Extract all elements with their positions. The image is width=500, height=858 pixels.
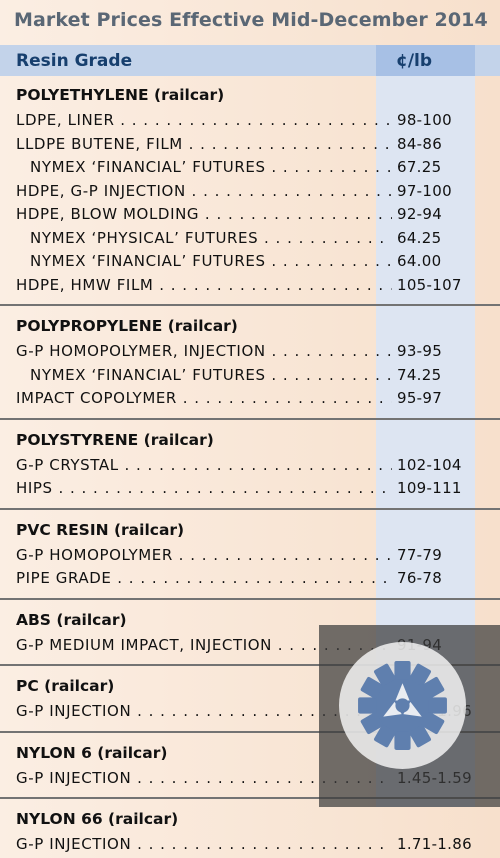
- section-title: NYLON 6 (railcar): [16, 743, 168, 762]
- resin-grade-name: G-P MEDIUM IMPACT, INJECTION . . .: [16, 636, 392, 654]
- resin-grade-name: NYMEX ‘PHYSICAL’ FUTURES . . .: [30, 229, 392, 247]
- price-value: 74.25: [397, 365, 442, 384]
- price-value: 93-95: [397, 342, 443, 360]
- price-value: 67.25: [397, 158, 442, 176]
- price-value: 84-86: [397, 134, 443, 153]
- price-value: 95-97: [397, 389, 443, 407]
- section-divider: [0, 304, 500, 306]
- section-title: NYLON 66 (railcar): [16, 810, 179, 828]
- resin-grade-name: LLDPE BUTENE, FILM . . .: [16, 135, 392, 153]
- price-value: 77-79: [397, 545, 443, 564]
- table-header: [0, 45, 500, 76]
- table-row: [0, 569, 500, 592]
- table-row: [0, 366, 500, 389]
- resin-grade-name: HDPE, BLOW MOLDING . . .: [16, 205, 392, 223]
- section-title: PVC RESIN (railcar): [16, 520, 185, 539]
- section-divider: [0, 598, 500, 600]
- table-row: [0, 389, 500, 412]
- section-title: POLYSTYRENE (railcar): [16, 430, 214, 449]
- section-title: POLYPROPYLENE (railcar): [16, 317, 238, 335]
- table-row: [0, 135, 500, 158]
- resin-grade-name: NYMEX ‘FINANCIAL’ FUTURES . . .: [30, 366, 392, 384]
- table-row: [0, 158, 500, 181]
- price-value: 98-100: [397, 111, 452, 129]
- price-value: 64.00: [397, 252, 442, 270]
- resin-grade-name: G-P CRYSTAL . . .: [16, 456, 392, 474]
- table-row: [0, 252, 500, 275]
- resin-grade-name: G-P HOMOPOLYMER . . .: [16, 546, 392, 564]
- gear-icon: [352, 655, 453, 756]
- table-row: [0, 276, 500, 299]
- price-value: 76-78: [397, 569, 443, 587]
- settings-overlay[interactable]: [319, 625, 500, 807]
- table-row: [0, 111, 500, 134]
- price-value: 105-107: [397, 275, 462, 294]
- price-value: 1.71-1.86: [397, 835, 472, 853]
- table-row: [0, 835, 500, 858]
- price-value: 97-100: [397, 181, 452, 200]
- table-row: [0, 205, 500, 228]
- table-row: [0, 182, 500, 205]
- resin-grade-name: HDPE, G-P INJECTION . . .: [16, 182, 392, 200]
- resin-grade-name: G-P INJECTION . . .: [16, 769, 392, 787]
- price-value: 102-104: [397, 455, 462, 474]
- resin-grade-name: HDPE, HMW FILM . . .: [16, 276, 392, 294]
- resin-grade-name: HIPS . . .: [16, 479, 392, 497]
- section-title: PC (railcar): [16, 677, 115, 695]
- table-row: [0, 546, 500, 569]
- section-divider: [0, 508, 500, 510]
- table-row: [0, 456, 500, 479]
- resin-grade-name: G-P HOMOPOLYMER, INJECTION . . .: [16, 342, 392, 360]
- settings-button[interactable]: [339, 642, 466, 769]
- resin-grade-name: PIPE GRADE . . .: [16, 569, 392, 587]
- resin-grade-name: IMPACT COPOLYMER . . .: [16, 389, 392, 407]
- resin-grade-name: NYMEX ‘FINANCIAL’ FUTURES . . .: [30, 252, 392, 270]
- page-title: Market Prices Effective Mid-December 2014: [14, 9, 488, 31]
- resin-grade-name: NYMEX ‘FINANCIAL’ FUTURES . . .: [30, 158, 392, 176]
- price-value: 64.25: [397, 228, 442, 247]
- price-unit-header: ¢/lb: [396, 51, 433, 71]
- table-row: [0, 479, 500, 502]
- table-row: [0, 229, 500, 252]
- price-value: 92-94: [397, 205, 443, 223]
- section-title: ABS (railcar): [16, 610, 127, 629]
- resin-grade-name: LDPE, LINER . . .: [16, 111, 392, 129]
- price-value: 109-111: [397, 479, 462, 497]
- section-divider: [0, 418, 500, 420]
- section-title: POLYETHYLENE (railcar): [16, 86, 225, 104]
- table-row: [0, 342, 500, 365]
- resin-grade-name: G-P INJECTION . . .: [16, 702, 392, 720]
- resin-grade-header: Resin Grade: [16, 51, 133, 71]
- resin-grade-name: G-P INJECTION . . .: [16, 835, 392, 853]
